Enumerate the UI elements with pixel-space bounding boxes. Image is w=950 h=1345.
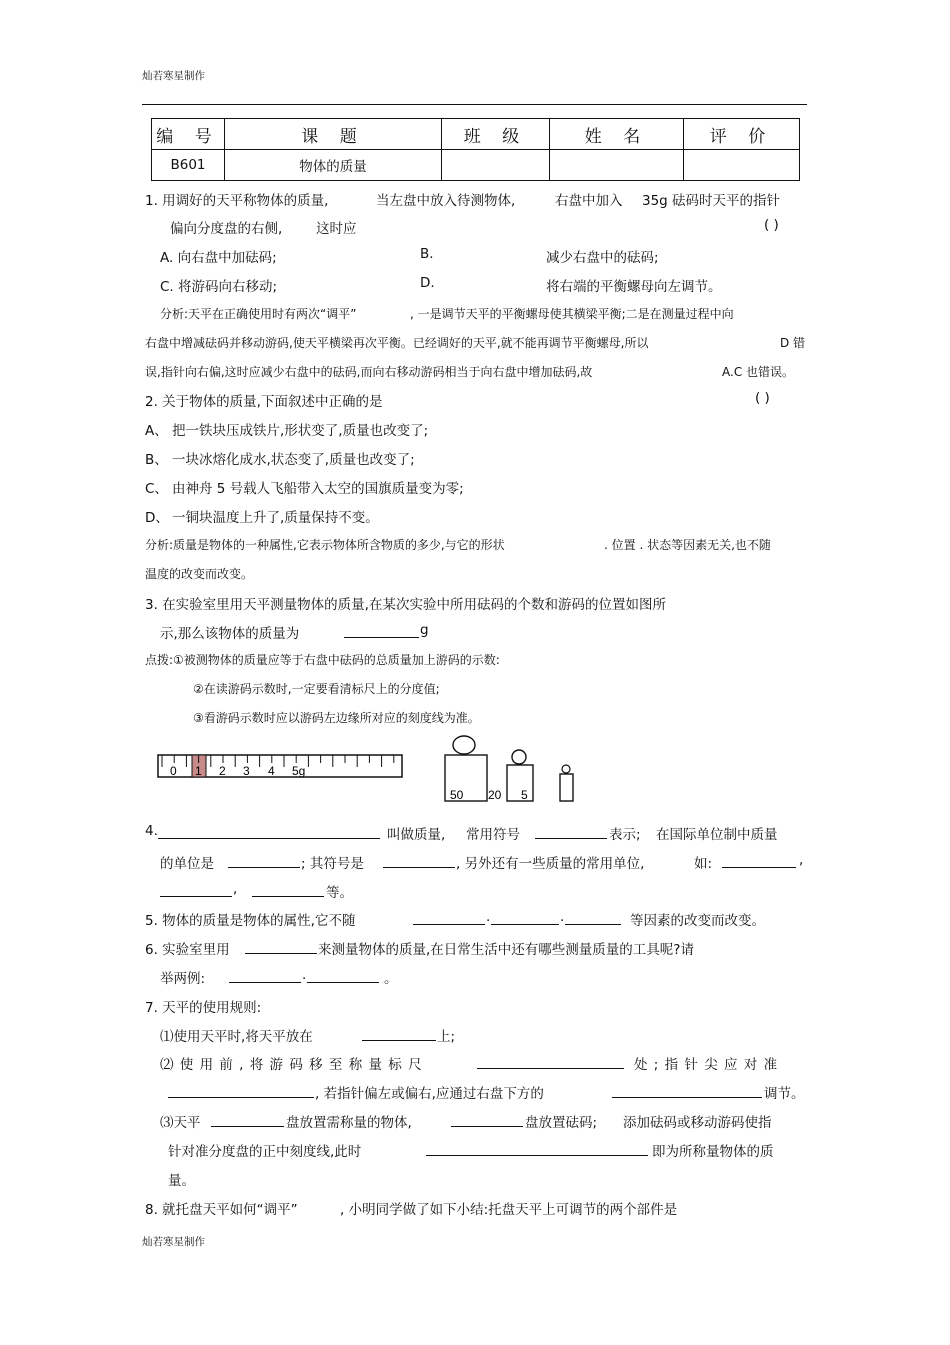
table-cell-grade[interactable]: [684, 150, 800, 181]
q5-text1: 5. 物体的质量是物体的属性,它不随: [145, 913, 356, 929]
q2-option-c[interactable]: 由神舟 5 号载人飞船带入太空的国旗质量变为零;: [172, 481, 464, 497]
q1-line2: 偏向分度盘的右侧,: [170, 221, 283, 237]
table-cell-class[interactable]: [442, 150, 550, 181]
q1-analysis-line2: 右盘中增减砝码并移动游码,使天平横梁再次平衡。已经调好的天平,就不能再调节平衡螺母,所以: [145, 336, 649, 350]
table-cell-id: B601: [152, 150, 225, 181]
q5-dot2: .: [560, 909, 565, 925]
q3-hint-line3: ③看游码示数时应以游码左边缘所对应的刻度线为准。: [193, 711, 480, 725]
small-weight-body: [560, 774, 573, 801]
table-header-cell: 姓 名: [550, 119, 684, 150]
q7-step3-text2: 盘放置需称量的物体,: [286, 1115, 412, 1131]
scale-label: 4: [268, 764, 275, 778]
q2-option-b-label[interactable]: B、: [145, 452, 168, 468]
q2-stem: 2. 关于物体的质量,下面叙述中正确的是: [145, 394, 383, 410]
q3-hint-line1: 点拨:①被测物体的质量应等于右盘中砝码的总质量加上游码的示数:: [145, 653, 500, 667]
q5-text2: 等因素的改变而改变。: [630, 913, 765, 929]
q6-blank-example-2[interactable]: [307, 968, 379, 983]
weight-5-knob: [512, 750, 526, 764]
q5-blank-1[interactable]: [413, 910, 485, 925]
q4-blank-unit[interactable]: [228, 853, 300, 868]
q8-text2: , 小明同学做了如下小结:托盘天平上可调节的两个部件是: [340, 1202, 678, 1218]
weight-50-knob: [453, 736, 475, 754]
q5-dot1: .: [486, 909, 491, 925]
q4-text8: 如:: [694, 856, 713, 872]
q1-option-c[interactable]: C. 将游码向右移动;: [160, 279, 278, 295]
q6-text3: 举两例:: [160, 971, 206, 987]
q2-option-d-label[interactable]: D、: [145, 510, 169, 526]
q4-text2: 常用符号: [466, 827, 520, 843]
q4-blank-symbol[interactable]: [535, 824, 607, 839]
beam-scale: [158, 755, 402, 778]
q1-option-b[interactable]: 减少右盘中的砝码;: [546, 250, 659, 266]
q7-step2-blank-1[interactable]: [477, 1054, 624, 1069]
q6-text4: 。: [384, 971, 398, 987]
q4-text5: 的单位是: [160, 856, 214, 872]
q6-blank-tool[interactable]: [245, 939, 317, 954]
q1-option-d[interactable]: 将右端的平衡螺母向左调节。: [546, 279, 722, 295]
q1-analysis-line3: 误,指针向右偏,这时应减少右盘中的砝码,而向右移动游码相当于向右盘中增加砝码,故: [145, 365, 593, 379]
scale-and-weights-figure: [150, 730, 590, 810]
q7-step2-text3: , 若指针偏左或偏右,应通过右盘下方的: [315, 1086, 544, 1102]
q7-step3-text1: ⑶天平: [160, 1115, 201, 1131]
q7-step1-text1: ⑴使用天平时,将天平放在: [160, 1029, 313, 1045]
scale-label: 5g: [292, 764, 306, 778]
q7-step2-blank-3[interactable]: [612, 1083, 762, 1098]
q4-blank-unit-symbol[interactable]: [383, 853, 455, 868]
table-cell-topic: 物体的质量: [225, 150, 442, 181]
q4-text11: 等。: [326, 885, 353, 901]
q7-step2-text4: 调节。: [764, 1086, 805, 1102]
q4-text7: , 另外还有一些质量的常用单位,: [456, 856, 645, 872]
scale-label: 2: [219, 764, 226, 778]
scale-label: 0: [170, 764, 177, 778]
q1-analysis-line2b: D 错: [780, 336, 806, 350]
weight-20: [488, 788, 502, 802]
q3-hint-line2: ②在读游码示数时,一定要看清标尺上的分度值;: [193, 682, 440, 696]
scale-label: 3: [243, 764, 250, 778]
q2-answer-paren[interactable]: ( ): [755, 390, 770, 406]
table-row: [152, 150, 800, 181]
q4-blank-definition[interactable]: [158, 824, 380, 839]
q4-text9: ,: [799, 852, 804, 868]
q2-option-a-label[interactable]: A、: [145, 423, 168, 439]
q1-line2b: 这时应: [316, 221, 357, 237]
header-rule: [142, 104, 807, 105]
q6-text2: 来测量物体的质量,在日常生活中还有哪些测量质量的工具呢?请: [318, 942, 694, 958]
scale-label: 1: [195, 764, 202, 778]
table-header-cell: 课 题: [225, 119, 442, 150]
table-header-row: [152, 119, 800, 150]
q2-analysis-line2: 温度的改变而改变。: [145, 567, 254, 581]
q7-step1-text2: 上;: [437, 1029, 456, 1045]
q4-text3: 表示;: [609, 827, 641, 843]
q4-blank-other-unit-2[interactable]: [160, 882, 232, 897]
q2-option-a[interactable]: 把一铁块压成铁片,形状变了,质量也改变了;: [172, 423, 429, 439]
weight-50: [445, 736, 487, 802]
q1-line1d: 35g 砝码时天平的指针: [642, 193, 781, 209]
weight-20-label: 20: [488, 788, 502, 802]
table-cell-name[interactable]: [550, 150, 684, 181]
q7-step2-text2: 处 ; 指 针 尖 应 对 准: [634, 1057, 779, 1073]
q2-analysis-line1b: . 位置 . 状态等因素无关,也不随: [604, 538, 771, 552]
q1-analysis-line1: 分析:天平在正确使用时有两次“调平”: [160, 307, 357, 321]
q1-analysis-line3b: A.C 也错误。: [722, 365, 795, 379]
q4-number: 4.: [145, 823, 158, 839]
q2-option-d[interactable]: 一铜块温度上升了,质量保持不变。: [172, 510, 379, 526]
q1-line1: 1. 用调好的天平称物体的质量,: [145, 193, 329, 209]
q7-step3-blank-2[interactable]: [451, 1112, 523, 1127]
q6-text1: 6. 实验室里用: [145, 942, 230, 958]
info-table: [151, 118, 800, 181]
q6-dot: .: [302, 967, 307, 983]
weight-5-label: 5: [521, 788, 528, 802]
table-header-cell: 班 级: [442, 119, 550, 150]
q7-step3-text7: 量。: [168, 1173, 195, 1189]
weight-5: [507, 750, 533, 802]
q7-step3-text3: 盘放置砝码;: [525, 1115, 598, 1131]
q3-answer-blank[interactable]: [344, 623, 419, 638]
q3-unit: g: [420, 622, 429, 638]
q3-line2: 示,那么该物体的质量为: [160, 626, 300, 642]
q1-option-a[interactable]: A. 向右盘中加砝码;: [160, 250, 277, 266]
q4-text10: ,: [233, 881, 238, 897]
q3-line1: 3. 在实验室里用天平测量物体的质量,在某次实验中所用砝码的个数和游码的位置如图所: [145, 597, 666, 613]
q2-option-c-label[interactable]: C、: [145, 481, 168, 497]
q5-blank-2[interactable]: [491, 910, 559, 925]
q4-blank-other-unit-1[interactable]: [722, 853, 796, 868]
weight-5-body: [507, 765, 533, 801]
q7-step3-blank-3[interactable]: [426, 1141, 648, 1156]
q2-analysis-line1: 分析:质量是物体的一种属性,它表示物体所含物质的多少,与它的形状: [145, 538, 505, 552]
q5-blank-3[interactable]: [565, 910, 621, 925]
q1-option-b-label[interactable]: B.: [420, 246, 434, 262]
q7-step3-text6: 即为所称量物体的质: [652, 1144, 774, 1160]
q7-step3-text5: 针对准分度盘的正中刻度线,此时: [168, 1144, 362, 1160]
q1-line1c: 右盘中加入: [555, 193, 623, 209]
q8-text1: 8. 就托盘天平如何“调平”: [145, 1202, 298, 1218]
q7-step1-blank[interactable]: [362, 1026, 436, 1041]
table-header-cell: 编 号: [152, 119, 225, 150]
q1-analysis-line1b: , 一是调节天平的平衡螺母使其横梁平衡;二是在测量过程中向: [410, 307, 734, 321]
q7-step2-blank-2[interactable]: [168, 1083, 314, 1098]
q1-option-d-label[interactable]: D.: [420, 275, 435, 291]
table-header-cell: 评 价: [684, 119, 800, 150]
q7-step2-text1: ⑵ 使 用 前 , 将 游 码 移 至 称 量 标 尺: [160, 1057, 423, 1073]
small-weight: [560, 765, 573, 801]
footer-watermark: 灿若寒星制作: [142, 1236, 205, 1248]
q7-step3-text4: 添加砝码或移动游码使指: [623, 1115, 772, 1131]
small-weight-knob: [562, 765, 570, 773]
q7-title: 7. 天平的使用规则:: [145, 1000, 262, 1016]
header-watermark: 灿若寒星制作: [142, 70, 205, 82]
q6-blank-example-1[interactable]: [229, 968, 301, 983]
q4-text4: 在国际单位制中质量: [656, 827, 778, 843]
q4-text6: ; 其符号是: [301, 856, 364, 872]
q4-blank-other-unit-3[interactable]: [252, 882, 324, 897]
q7-step3-blank-1[interactable]: [211, 1112, 284, 1127]
q1-answer-paren[interactable]: ( ): [764, 217, 779, 233]
weight-50-label: 50: [450, 788, 464, 802]
q1-line1b: 当左盘中放入待测物体,: [376, 193, 516, 209]
q2-option-b[interactable]: 一块冰熔化成水,状态变了,质量也改变了;: [172, 452, 415, 468]
q4-text1: 叫做质量,: [387, 827, 446, 843]
